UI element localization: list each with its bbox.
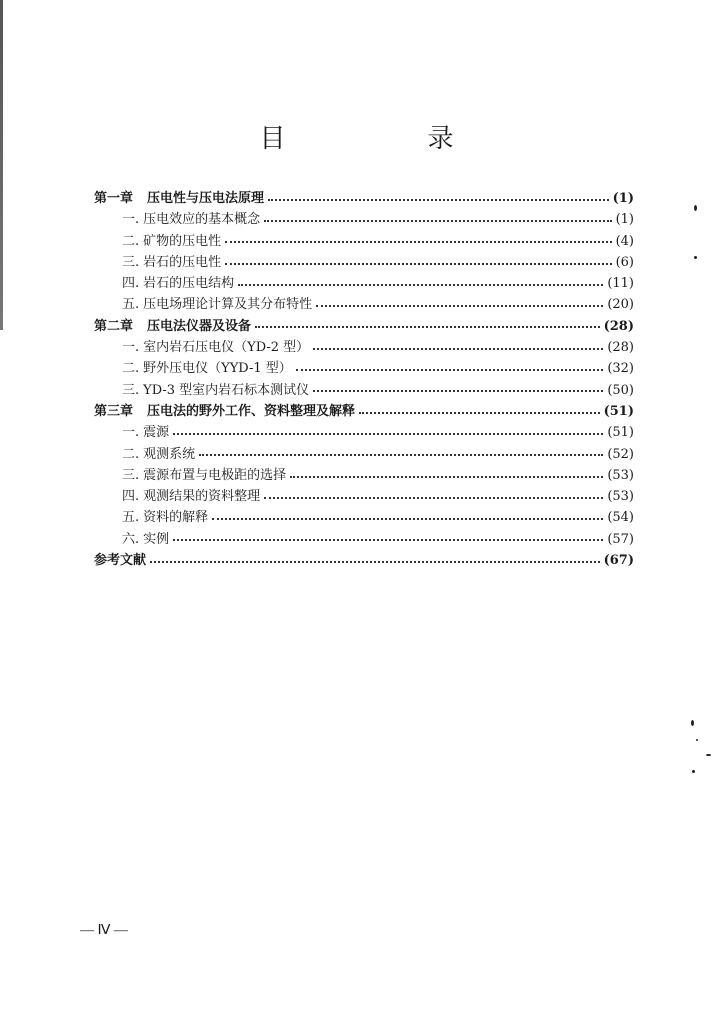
toc-page-number: (52) [607, 446, 634, 462]
toc-page-number: (54) [607, 510, 634, 526]
scan-speck [691, 720, 694, 726]
toc-section-row [94, 252, 634, 273]
toc-entry-number: 一. [122, 212, 140, 228]
toc-entry-title: 震源 [143, 425, 170, 441]
dot-leader [290, 476, 603, 478]
toc-chapter-row [94, 401, 634, 422]
toc-page-number: (51) [603, 403, 634, 419]
dot-leader [199, 454, 603, 456]
toc-entry-number: 一. [122, 340, 140, 356]
toc-entry-title: 室内岩石压电仪（YD-2 型） [143, 340, 310, 356]
toc-entry-label [94, 550, 146, 571]
toc-page-number: (51) [607, 425, 634, 441]
dot-leader [173, 433, 603, 435]
toc-section-row [94, 294, 634, 315]
toc-entry-number: 三. [122, 254, 140, 270]
toc-entry-title: 野外压电仪（YYD-1 型） [143, 361, 292, 377]
toc-entry-label [122, 358, 292, 379]
dot-leader [212, 518, 603, 520]
dot-leader [313, 390, 603, 392]
toc-entry-label [122, 273, 234, 294]
toc-page-number: (50) [607, 382, 634, 398]
scan-speck [706, 754, 711, 756]
page-binding-edge [0, 0, 3, 330]
toc-page-number: (4) [615, 233, 634, 249]
toc-entry-number: 一. [122, 425, 140, 441]
toc-entry-title: 压电性与压电法原理 [147, 191, 265, 206]
toc-entry-label [94, 188, 264, 209]
toc-entry-label [122, 337, 309, 358]
toc-page-number: (1) [615, 212, 634, 228]
toc-entry-title: 压电法的野外工作、资料整理及解释 [147, 403, 356, 419]
dot-leader [264, 497, 603, 499]
toc-chapter-row [94, 188, 634, 209]
toc-entry-label [122, 444, 195, 465]
toc-entry-number: 第二章 [94, 318, 134, 334]
toc-entry-number: 三. [122, 382, 140, 398]
toc-entry-number: 第三章 [94, 403, 134, 419]
toc-entry-title: 参考文献 [94, 553, 147, 569]
toc-entry-number: 五. [122, 510, 140, 526]
dot-leader [359, 412, 600, 414]
toc-entry-title: 压电效应的基本概念 [143, 212, 261, 228]
scan-speck [694, 205, 697, 211]
toc-entry-label [122, 422, 169, 443]
toc-entry-label [122, 529, 169, 550]
dot-leader [255, 326, 600, 328]
toc-entry-number: 二. [122, 233, 140, 249]
dot-leader [238, 284, 603, 286]
dot-leader [225, 263, 611, 265]
toc-section-row [94, 444, 634, 465]
toc-entry-title: 压电场理论计算及其分布特性 [143, 297, 313, 313]
toc-entry-title: 矿物的压电性 [143, 233, 222, 249]
toc-page-number: (53) [607, 467, 634, 483]
toc-entry-label [122, 507, 208, 528]
toc-page-number: (53) [607, 489, 634, 505]
table-of-contents [94, 188, 634, 571]
toc-entry-label [94, 316, 251, 337]
toc-entry-title: 实例 [143, 531, 170, 547]
toc-page-number: (67) [603, 553, 634, 569]
toc-entry-number: 四. [122, 276, 140, 292]
toc-section-row [94, 465, 634, 486]
toc-page-number: (6) [615, 254, 634, 270]
toc-entry-number: 第一章 [94, 191, 134, 206]
toc-section-row [94, 273, 634, 294]
toc-section-row [94, 507, 634, 528]
toc-page-number: (11) [607, 276, 634, 292]
toc-entry-number: 三. [122, 467, 140, 483]
toc-entry-label [94, 401, 355, 422]
toc-page-number: (20) [607, 297, 634, 313]
toc-entry-label [122, 486, 260, 507]
dot-leader [296, 369, 604, 371]
toc-entry-label [122, 209, 260, 230]
toc-page-number: (28) [607, 340, 634, 356]
page-title: 目 录 [259, 124, 512, 154]
toc-entry-title: 岩石的压电性 [143, 254, 222, 270]
toc-page-number: (1) [612, 191, 634, 206]
toc-entry-label [122, 294, 312, 315]
toc-entry-title: 观测系统 [143, 446, 196, 462]
toc-section-row [94, 337, 634, 358]
toc-section-row [94, 422, 634, 443]
toc-page-number: (32) [607, 361, 634, 377]
toc-section-row [94, 529, 634, 550]
toc-section-row [94, 486, 634, 507]
toc-entry-label [122, 380, 309, 401]
toc-entry-label [122, 465, 286, 486]
toc-page-number: (28) [603, 318, 634, 334]
toc-entry-number: 五. [122, 297, 140, 313]
toc-entry-number: 四. [122, 489, 140, 505]
toc-section-row [94, 380, 634, 401]
toc-entry-title: 观测结果的资料整理 [143, 489, 261, 505]
scan-speck [696, 739, 698, 741]
toc-entry-title: 资料的解释 [143, 510, 209, 526]
dot-leader [150, 561, 600, 563]
toc-entry-title: YD-3 型室内岩石标本测试仪 [143, 382, 310, 398]
toc-chapter-row [94, 550, 634, 571]
scan-speck [692, 770, 695, 773]
dot-leader [173, 539, 603, 541]
toc-chapter-row [94, 316, 634, 337]
toc-entry-number: 二. [122, 446, 140, 462]
toc-section-row [94, 231, 634, 252]
toc-entry-label [122, 231, 221, 252]
dot-leader [316, 305, 603, 307]
dot-leader [264, 220, 611, 222]
toc-entry-title: 压电法仪器及设备 [147, 318, 252, 334]
toc-entry-label [122, 252, 221, 273]
toc-page-number: (57) [607, 531, 634, 547]
dot-leader [313, 348, 603, 350]
dot-leader [225, 241, 611, 243]
toc-section-row [94, 209, 634, 230]
toc-entry-title: 岩石的压电结构 [143, 276, 235, 292]
toc-section-row [94, 358, 634, 379]
dot-leader [268, 199, 609, 201]
toc-entry-number: 二. [122, 361, 140, 377]
scan-speck [694, 256, 697, 259]
page-number-footer: — Ⅳ — [80, 923, 128, 938]
toc-entry-title: 震源布置与电极距的选择 [143, 467, 287, 483]
toc-entry-number: 六. [122, 531, 140, 547]
